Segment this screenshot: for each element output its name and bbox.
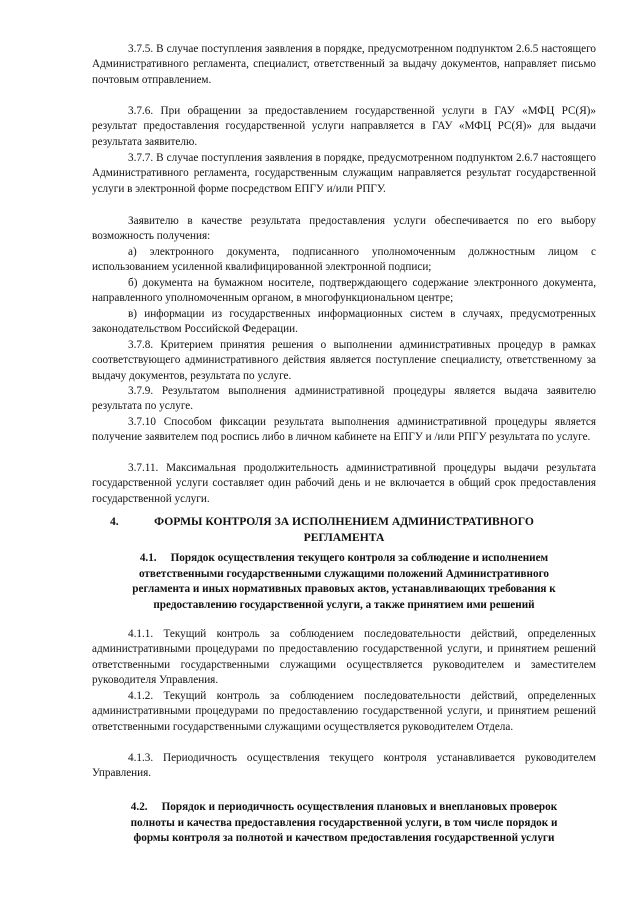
paragraph-3-7-9: 3.7.9. Результатом выполнения административной процедуры является выдача заявителю результата по услуге. — [92, 385, 596, 413]
subsection-4-2-number: 4.2. — [130, 801, 148, 813]
paragraph-4-1-2: 4.1.2. Текущий контроль за соблюдением последовательности действий, определенных административными процедурами по предоставлению государственной услуги, и принятием решений ответственными государственными служащими осуществляется руководителем Отдела. — [92, 690, 596, 733]
subsection-4-1-line1: 4.1. Порядок осуществления текущего контроля за соблюдение и исполнением — [139, 552, 549, 564]
paragraph-3-7-7: 3.7.7. В случае поступления заявления в порядке, предусмотренном подпунктом 2.6.7 настоящего Административного регламента, государственным служащим направляется результат государственной услуги в электронной форме посредством ЕПГУ и/или РПГУ. — [92, 152, 596, 195]
subsection-4-2-line2: полноты и качества предоставления государственной услуги, в том числе порядок и — [130, 816, 558, 829]
subsection-4-2-line1: 4.2. Порядок и периодичность осуществления плановых и внеплановых проверок — [130, 801, 558, 813]
paragraph-3-7-11: 3.7.11. Максимальная продолжительность административной процедуры выдачи результата государственной услуги составляет один рабочий день и не включается в общий срок предоставления государственной услуги. — [92, 462, 596, 505]
paragraph-4-1-3: 4.1.3. Периодичность осуществления текущего контроля устанавливается руководителем Управления. — [92, 752, 596, 780]
section-4-title-line1: ФОРМЫ КОНТРОЛЯ ЗА ИСПОЛНЕНИЕМ АДМИНИСТРАТИВНОГО — [154, 515, 534, 528]
section-4-title-line2: РЕГЛАМЕНТА — [303, 531, 385, 544]
subsection-4-2-heading — [92, 800, 596, 847]
section-4-heading — [92, 514, 596, 546]
subsection-4-1-number: 4.1. — [139, 552, 157, 564]
subsection-4-1-line4: предоставлению государственной услуги, а также принятием ими решений — [153, 598, 535, 611]
list-item-v: в) информации из государственных информационных систем в случаях, предусмотренных законодательством Российской Федерации. — [92, 308, 596, 336]
subsection-4-1-line3: регламента и иных нормативных правовых актов, устанавливающих требования к — [132, 583, 556, 596]
subsection-4-1-line2: ответственными государственными служащими положений Административного — [138, 567, 549, 580]
paragraph-3-7-8: 3.7.8. Критерием принятия решения о выполнении административных процедур в рамках соответствующего административного действия является поступление специалисту, ответственному за выдачу документов, результата по услуге. — [92, 339, 596, 382]
subsection-4-2-line3: формы контроля за полнотой и качеством предоставления государственной услуги — [133, 832, 555, 845]
paragraph-result-choice: Заявителю в качестве результата предоставления услуги обеспечивается по его выбору возможность получения: — [92, 215, 596, 243]
paragraph-3-7-10: 3.7.10 Способом фиксации результата выполнения административной процедуры является получение заявителем под роспись либо в личном кабинете на ЕПГУ и /или РПГУ результата по услуге. — [92, 416, 596, 444]
paragraph-4-1-1: 4.1.1. Текущий контроль за соблюдением последовательности действий, определенных административными процедурами по предоставлению государственной услуги, и принятием решений ответственными государственными служащими осуществляется руководителем и заместителем руководителя Управления. — [92, 628, 596, 687]
subsection-4-1-heading — [92, 551, 596, 613]
section-4-number: 4. — [110, 515, 119, 528]
list-item-b: б) документа на бумажном носителе, подтверждающего содержание электронного документа, направленного уполномоченным органом, в многофункциональном центре; — [92, 277, 596, 305]
paragraph-3-7-6: 3.7.6. При обращении за предоставлением государственной услуги в ГАУ «МФЦ РС(Я)» результат предоставления государственной услуги направляется в ГАУ «МФЦ РС(Я)» для выдачи результата заявителю. — [92, 105, 596, 148]
list-item-a: а) электронного документа, подписанного уполномоченным должностным лицом с использованием усиленной квалифицированной электронной подписи; — [92, 246, 596, 274]
paragraph-3-7-5: 3.7.5. В случае поступления заявления в порядке, предусмотренном подпунктом 2.6.5 настоящего Административного регламента, специалист, ответственный за выдачу документов, направляет письмо почтовым отправлением. — [92, 43, 596, 86]
